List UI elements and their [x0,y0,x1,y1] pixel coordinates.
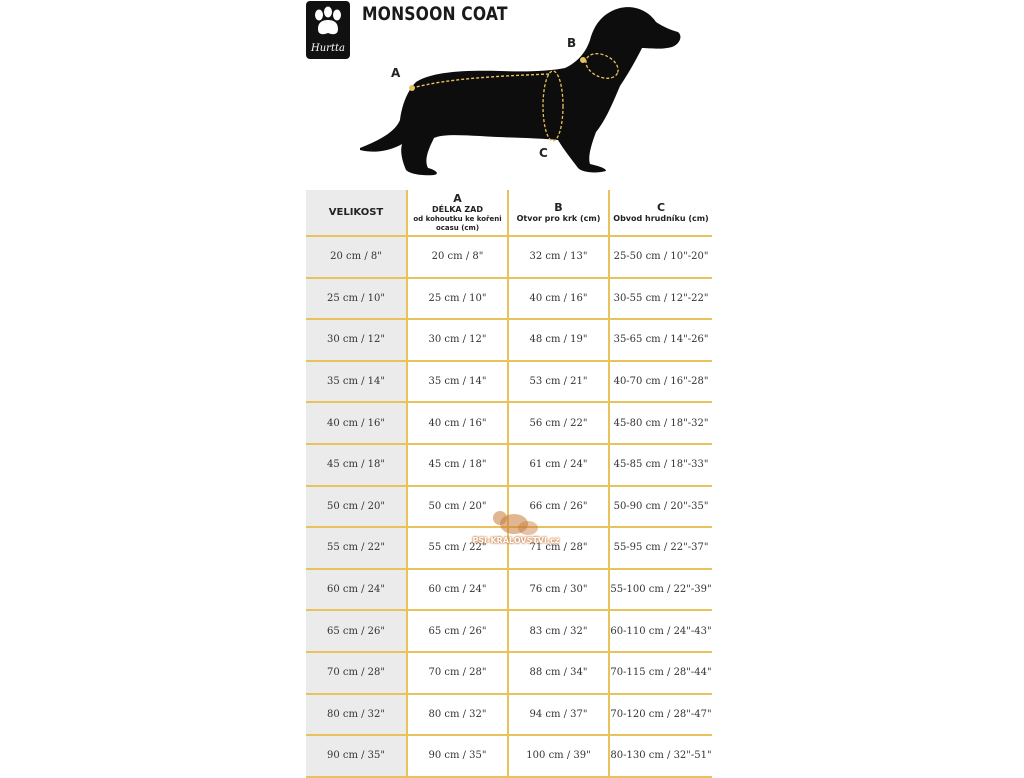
measure-b-label: B [567,36,577,50]
neck-cell: 56 cm / 22" [508,402,609,444]
chest-cell: 70-115 cm / 28"-44" [609,652,712,694]
paw-icon [306,3,350,43]
chest-cell: 35-65 cm / 14"-26" [609,319,712,361]
size-cell: 45 cm / 18" [306,444,407,486]
size-cell: 30 cm / 12" [306,319,407,361]
table-row [306,319,712,361]
back-length-cell: 45 cm / 18" [407,444,508,486]
size-cell: 35 cm / 14" [306,361,407,403]
header-chest-name: Obvod hrudníku (cm) [613,213,709,223]
header-back-length [407,190,508,236]
brand-name: Hurtta [311,43,345,54]
dachshund-silhouette-icon [350,0,690,180]
table-row [306,402,712,444]
table-row [306,444,712,486]
header-neck [508,190,609,236]
back-length-cell: 80 cm / 32" [407,694,508,736]
header-size [306,190,407,236]
neck-cell: 32 cm / 13" [508,236,609,278]
back-length-cell: 60 cm / 24" [407,569,508,611]
neck-cell: 48 cm / 19" [508,319,609,361]
back-length-cell: 50 cm / 20" [407,486,508,528]
back-length-cell: 70 cm / 28" [407,652,508,694]
size-cell: 25 cm / 10" [306,278,407,320]
header-neck-name: Otvor pro krk (cm) [516,213,601,223]
chest-cell: 55-100 cm / 22"-39" [609,569,712,611]
chest-cell: 45-80 cm / 18"-32" [609,402,712,444]
chest-cell: 50-90 cm / 20"-35" [609,486,712,528]
brand-logo [306,1,350,59]
header-back-length-sub: od kohoutku ke kořeni ocasu (cm) [413,214,502,232]
measure-a-label: A [391,66,401,80]
neck-cell: 76 cm / 30" [508,569,609,611]
size-cell: 40 cm / 16" [306,402,407,444]
back-length-cell: 30 cm / 12" [407,319,508,361]
dog-body [360,7,680,175]
size-cell: 20 cm / 8" [306,236,407,278]
header-neck-letter: B [554,200,563,214]
measure-b-point [580,57,586,63]
table-row [306,610,712,652]
back-length-cell: 40 cm / 16" [407,402,508,444]
size-table-header [306,190,712,236]
dog-watermark-icon [470,506,562,540]
table-row [306,236,712,278]
size-cell: 60 cm / 24" [306,569,407,611]
chest-cell: 30-55 cm / 12"-22" [609,278,712,320]
table-row [306,694,712,736]
size-cell: 70 cm / 28" [306,652,407,694]
measure-c-label: C [539,146,548,160]
neck-cell: 100 cm / 39" [508,735,609,777]
neck-cell: 61 cm / 24" [508,444,609,486]
size-cell: 65 cm / 26" [306,610,407,652]
back-length-cell: 25 cm / 10" [407,278,508,320]
page-title: MONSOON COAT [362,3,508,25]
neck-cell: 66 cm / 26" [508,486,609,528]
chest-cell: 80-130 cm / 32"-51" [609,735,712,777]
back-length-cell: 20 cm / 8" [407,236,508,278]
table-row [306,569,712,611]
chest-cell: 45-85 cm / 18"-33" [609,444,712,486]
neck-cell: 40 cm / 16" [508,278,609,320]
header-back-length-name: DÉLKA ZAD [431,204,483,214]
back-length-cell: 90 cm / 35" [407,735,508,777]
size-cell: 90 cm / 35" [306,735,407,777]
neck-cell: 53 cm / 21" [508,361,609,403]
size-cell: 55 cm / 22" [306,527,407,569]
neck-cell: 71 cm / 28" [508,527,609,569]
neck-cell: 88 cm / 34" [508,652,609,694]
neck-cell: 83 cm / 32" [508,610,609,652]
size-table [306,190,712,778]
size-cell: 80 cm / 32" [306,694,407,736]
back-length-cell: 65 cm / 26" [407,610,508,652]
header-size-name: VELIKOST [328,207,384,218]
back-length-cell: 35 cm / 14" [407,361,508,403]
neck-cell: 94 cm / 37" [508,694,609,736]
measure-a-point [409,85,415,91]
size-cell: 50 cm / 20" [306,486,407,528]
table-row [306,652,712,694]
table-row [306,735,712,777]
chest-cell: 70-120 cm / 28"-47" [609,694,712,736]
chest-cell: 60-110 cm / 24"-43" [609,610,712,652]
table-row [306,361,712,403]
header-chest-letter: C [656,200,666,214]
back-length-cell: 55 cm / 22" [407,527,508,569]
header-chest [609,190,712,236]
table-row [306,278,712,320]
header-back-length-letter: A [453,191,462,205]
chest-cell: 25-50 cm / 10"-20" [609,236,712,278]
watermark [470,506,562,550]
watermark-text: PSI-KRALOVSTVI.cz [472,536,560,545]
chest-cell: 40-70 cm / 16"-28" [609,361,712,403]
chest-cell: 55-95 cm / 22"-37" [609,527,712,569]
